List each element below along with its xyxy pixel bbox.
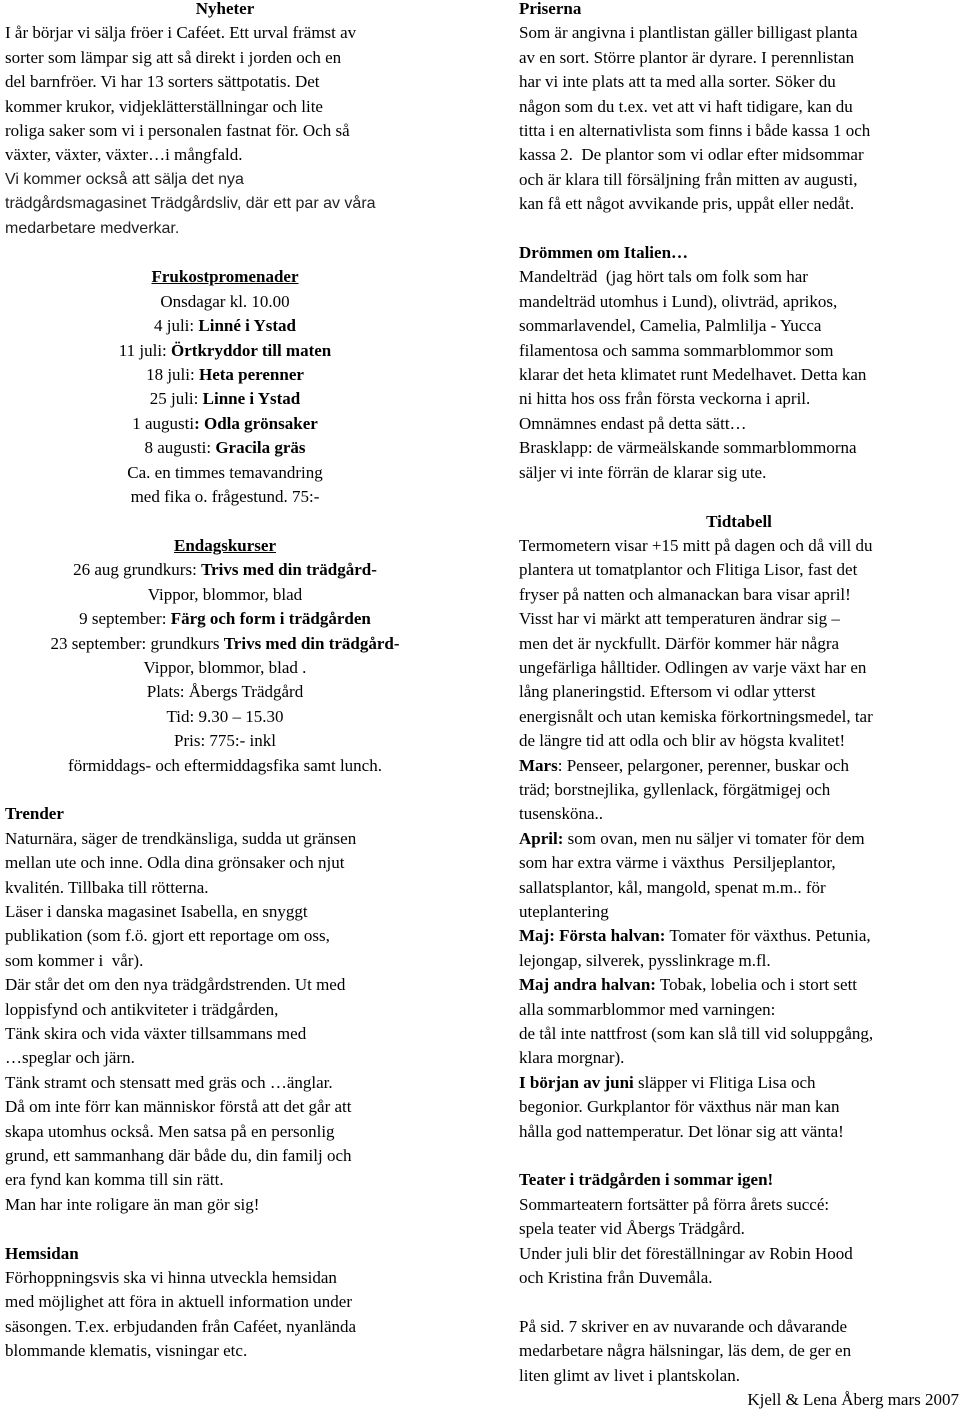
course-line: Vippor, blommor, blad [147, 584, 303, 604]
text-line: fryser på natten och almanackan bara visar april! [519, 584, 851, 604]
text-line: de längre tid att odla och blir av högsta kvalitet! [519, 731, 846, 751]
text-line: I år börjar vi sälja fröer i Caféet. Ett urval främst av [5, 23, 357, 43]
text-line: Sommarteatern fortsätter på förra årets succé: [519, 1194, 830, 1214]
schedule-item: 25 juli: Linne i Ystad [149, 389, 301, 409]
course-line: 23 september: grundkurs Trivs med din trädgård- [50, 633, 400, 653]
spacer [5, 778, 445, 802]
text-line: säsongen. T.ex. erbjudanden från Caféet, nyanlända [5, 1316, 357, 1336]
text-line: men det är nyckfullt. Därför kommer här några [519, 633, 840, 653]
text-line: titta i en alternativlista som finns i både kassa 1 och [519, 121, 871, 141]
text-line: Förhoppningsvis ska vi hinna utveckla hemsidan [5, 1268, 337, 1288]
text-line: loppisfynd och antikviteter i trädgården, [5, 999, 279, 1019]
text-line: Termometern visar +15 mitt på dagen och då vill du [519, 535, 873, 555]
course-line: 26 aug grundkurs: Trivs med din trädgård- [73, 560, 377, 580]
text-line: trädgårdsmagasinet Trädgårdsliv, där ett par av våra [5, 195, 376, 213]
left-column [5, 0, 445, 1364]
section-frukostpromenader [5, 265, 445, 509]
section-trender [5, 802, 445, 1217]
section-closing [519, 1315, 959, 1413]
course-price: Pris: 775:- inkl [173, 731, 276, 751]
schedule-item: 18 juli: Heta perenner [146, 365, 304, 385]
section-heading: Trender [5, 804, 64, 824]
schedule-item: 1 augusti: Odla grönsaker [132, 413, 318, 433]
text-line: publikation (som f.ö. gjort ett reportage om oss, [5, 926, 330, 946]
text-line: uteplantering [519, 902, 609, 921]
text-line: Tänk stramt och stensatt med gräs och …änglar. [5, 1072, 333, 1092]
schedule-maj-forsta: Maj: Första halvan: Tomater för växthus. Petunia, [519, 926, 871, 946]
course-line: Vippor, blommor, blad . [143, 657, 307, 677]
schedule-item: 11 juli: Örtkryddor till maten [118, 340, 332, 360]
text-line: ni hitta hos oss från första veckorna i april. [519, 389, 811, 409]
schedule-juni: I början av juni släpper vi Flitiga Lisa och [519, 1072, 816, 1092]
section-title: Endagskurser [173, 535, 277, 555]
text-line: På sid. 7 skriver en av nuvarande och dåvarande [519, 1316, 848, 1336]
section-heading: Tidtabell [706, 511, 772, 531]
spacer [5, 241, 445, 265]
text-line: era fynd kan komma till sin rätt. [5, 1170, 224, 1190]
text-line: liten glimt av livet i plantskolan. [519, 1365, 740, 1385]
text-line: medarbetare medverkar. [5, 219, 180, 237]
text-line: hålla god nattemperatur. Det lönar sig att vänta! [519, 1121, 844, 1141]
text-line: mellan ute och inne. Odla dina grönsaker och njut [5, 853, 345, 873]
text-line: spela teater vid Åbergs Trädgård. [519, 1219, 745, 1239]
schedule-maj-andra: Maj andra halvan: Tobak, lobelia och i stort sett [519, 975, 858, 995]
schedule-note: Ca. en timmes temavandring [127, 462, 323, 482]
text-line: har vi inte plats att ta med alla sorter. Söker du [519, 72, 836, 92]
schedule-day: Onsdagar kl. 10.00 [160, 291, 290, 311]
schedule-note: med fika o. frågestund. 75:- [130, 487, 320, 507]
text-line: som har extra värme i växthus Persiljeplantor, [519, 853, 836, 873]
text-line: Naturnära, säger de trendkänsliga, sudda ut gränsen [5, 828, 357, 848]
text-line: ungefärliga hålltider. Odlingen av varje växt har en [519, 657, 867, 677]
course-time: Tid: 9.30 – 15.30 [166, 706, 284, 726]
text-line: de tål inte nattfrost (som kan slå till vid soluppgång, [519, 1024, 874, 1044]
text-line: Då om inte förr kan människor förstå att det går att [5, 1097, 352, 1117]
text-line: någon som du t.ex. vet att vi haft tidigare, kan du [519, 96, 853, 116]
text-line: energisnålt och utan kemiska förkortningsmedel, tar [519, 706, 873, 726]
text-line: Brasklapp: de värmeälskande sommarblommorna [519, 438, 857, 458]
text-line: Där står det om den nya trädgårdstrenden. Ut med [5, 975, 346, 995]
section-heading: Hemsidan [5, 1243, 79, 1263]
text-line: Som är angivna i plantlistan gäller billigast planta [519, 23, 858, 43]
text-line: sallatsplantor, kål, mangold, spenat m.m.. för [519, 877, 826, 897]
text-line: grund, ett sammanhang där både du, din familj och [5, 1146, 352, 1166]
spacer [519, 1290, 959, 1314]
spacer [5, 1217, 445, 1241]
section-priserna [519, 0, 959, 217]
text-line: sommarlavendel, Camelia, Palmlilja - Yucca [519, 316, 822, 336]
section-heading: Nyheter [195, 0, 255, 18]
course-place: Plats: Åbergs Trädgård [146, 682, 304, 702]
schedule-item: 4 juli: Linné i Ystad [153, 316, 297, 336]
section-endagskurser [5, 534, 445, 778]
course-incl: förmiddags- och eftermiddagsfika samt lunch. [68, 755, 382, 775]
text-line: Mandelträd (jag hört tals om folk som har [519, 267, 808, 287]
text-line: Under juli blir det föreställningar av Robin Hood [519, 1243, 853, 1263]
text-line: mandelträd utomhus i Lund), olivträd, aprikos, [519, 291, 838, 311]
spacer [5, 510, 445, 534]
text-line: Läser i danska magasinet Isabella, en snyggt [5, 901, 308, 921]
text-line: lejongap, silverek, pysslinkrage m.fl. [519, 950, 771, 970]
text-line: plantera ut tomatplantor och Flitiga Lisor, fast det [519, 560, 858, 580]
text-line: begonior. Gurkplantor för växthus när man kan [519, 1097, 840, 1117]
spacer [519, 1144, 959, 1168]
text-line: Man har inte roligare än man gör sig! [5, 1194, 260, 1214]
signature: Kjell & Lena Åberg mars 2007 [747, 1390, 959, 1410]
text-line: växter, växter, växter…i mångfald. [5, 145, 243, 165]
section-heading: Drömmen om Italien… [519, 243, 689, 263]
schedule-item: 8 augusti: Gracila gräs [144, 438, 306, 458]
spacer [519, 217, 959, 241]
section-heading: Priserna [519, 0, 582, 18]
text-line: Visst har vi märkt att temperaturen ändrar sig – [519, 609, 840, 629]
text-line: roliga saker som vi i personalen fastnat för. Och så [5, 121, 350, 141]
text-line: kvalitén. Tillbaka till rötterna. [5, 877, 209, 897]
text-line: del barnfröer. Vi har 13 sorters sättpotatis. Det [5, 72, 320, 92]
text-line: skapa utomhus också. Men satsa på en personlig [5, 1121, 335, 1141]
text-line: filamentosa och samma sommarblommor som [519, 340, 834, 360]
course-line: 9 september: Färg och form i trädgården [79, 609, 371, 629]
section-nyheter [5, 0, 445, 241]
section-title: Frukostpromenader [151, 267, 299, 287]
section-drommen-om-italien [519, 241, 959, 485]
text-line: tusensköna.. [519, 804, 604, 824]
text-line: klara morgnar). [519, 1048, 625, 1068]
text-line: …speglar och järn. [5, 1048, 135, 1068]
text-line: sorter som lämpar sig att så direkt i jorden och en [5, 47, 342, 67]
right-column [519, 0, 959, 1413]
text-line: säljer vi inte förrän de klarar sig ute. [519, 462, 767, 482]
text-line: av en sort. Större plantor är dyrare. I perennlistan [519, 47, 855, 67]
text-line: kassa 2. De plantor som vi odlar efter midsommar [519, 145, 864, 165]
text-line: alla sommarblommor med varningen: [519, 999, 776, 1019]
text-line: Omnämnes endast på detta sätt… [519, 413, 747, 433]
text-line: Tänk skira och vida växter tillsammans med [5, 1024, 307, 1044]
text-line: klarar det heta klimatet runt Medelhavet. Detta kan [519, 365, 867, 385]
schedule-mars: Mars: Penseer, pelargoner, perenner, buskar och [519, 755, 849, 775]
spacer [519, 485, 959, 509]
text-line: med möjlighet att föra in aktuell information under [5, 1292, 352, 1312]
text-line: träd; borstnejlika, gyllenlack, förgätmigej och [519, 779, 831, 799]
text-line: Vi kommer också att sälja det nya [5, 170, 244, 188]
section-teater [519, 1168, 959, 1290]
section-heading: Teater i trädgården i sommar igen! [519, 1170, 774, 1190]
section-hemsidan [5, 1242, 445, 1364]
text-line: och är klara till försäljning från mitten av augusti, [519, 169, 858, 189]
text-line: kan få ett något avvikande pris, uppåt eller nedåt. [519, 194, 855, 214]
schedule-april: April: som ovan, men nu säljer vi tomater för dem [519, 828, 865, 848]
section-tidtabell [519, 510, 959, 1145]
text-line: blommande klematis, visningar etc. [5, 1341, 248, 1361]
text-line: kommer krukor, vidjeklätterställningar och lite [5, 96, 323, 116]
text-line: som kommer i vår). [5, 950, 144, 970]
text-line: och Kristina från Duvemåla. [519, 1268, 713, 1288]
text-line: lång planeringstid. Eftersom vi odlar ytterst [519, 682, 816, 702]
text-line: medarbetare några hälsningar, läs dem, de ger en [519, 1341, 852, 1361]
